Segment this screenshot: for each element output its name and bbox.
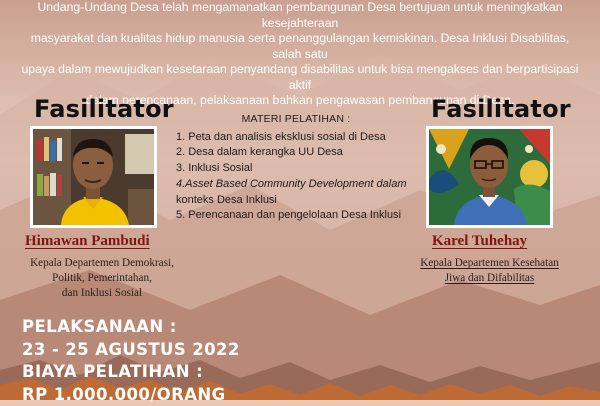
materi-list [176, 130, 416, 224]
facilitator-role-left [27, 256, 177, 301]
role-line: Politik, Pemerintahan, [27, 271, 177, 286]
role-line: Kepala Departemen Kesehatan [402, 256, 577, 271]
event-info [22, 316, 240, 406]
intro-line: dalam perencanaan, pelaksanaan bahkan pengawasan pembangunan di Desa. [20, 93, 580, 109]
facilitator-photo-right [426, 126, 553, 228]
facilitator-role-right [402, 256, 577, 286]
materi-item: 1. Peta dan analisis eksklusi sosial di Desa [176, 130, 416, 146]
biaya-value: RP 1.000.000/ORANG [22, 384, 240, 406]
materi-item: 3. Inklusi Sosial [176, 161, 416, 177]
intro-line: Undang-Undang Desa telah mengamanatkan pembangunan Desa bertujuan untuk meningkatkan kesejahteraan [20, 0, 580, 31]
role-line: dan Inklusi Sosial [27, 286, 177, 301]
materi-item: 5. Perencanaan dan pengelolaan Desa Inklusi [176, 208, 416, 224]
facilitator-heading-left: Fasilitator [34, 95, 174, 123]
materi-item: 2. Desa dalam kerangka UU Desa [176, 145, 416, 161]
intro-line: upaya dalam mewujudkan kesetaraan penyandang disabilitas untuk bisa mengakses dan berpartisipasi aktif [20, 62, 580, 93]
materi-item: 4.Asset Based Community Development dalam [176, 177, 416, 193]
facilitator-photo-left [30, 126, 157, 228]
role-line: Kepala Departemen Demokrasi, [27, 256, 177, 271]
facilitator-heading-right: Fasilitator [431, 95, 571, 123]
biaya-label: BIAYA PELATIHAN : [22, 361, 240, 384]
role-line: Jiwa dan Difabilitas [402, 271, 577, 286]
intro-line: masyarakat dan kualitas hidup manusia serta penanggulangan kemiskinan. Desa Inklusi Disabilitas, salah satu [20, 31, 580, 62]
materi-pelatihan [176, 112, 416, 224]
pelaksanaan-label: PELAKSANAAN : [22, 316, 240, 339]
facilitator-name-right: Karel Tuhehay [432, 233, 582, 250]
pelaksanaan-date: 23 - 25 AGUSTUS 2022 [22, 339, 240, 362]
intro-paragraph [20, 0, 580, 109]
materi-title: MATERI PELATIHAN : [176, 112, 416, 128]
materi-item: konteks Desa Inklusi [176, 193, 416, 209]
facilitator-name-left: Himawan Pambudi [25, 233, 175, 250]
